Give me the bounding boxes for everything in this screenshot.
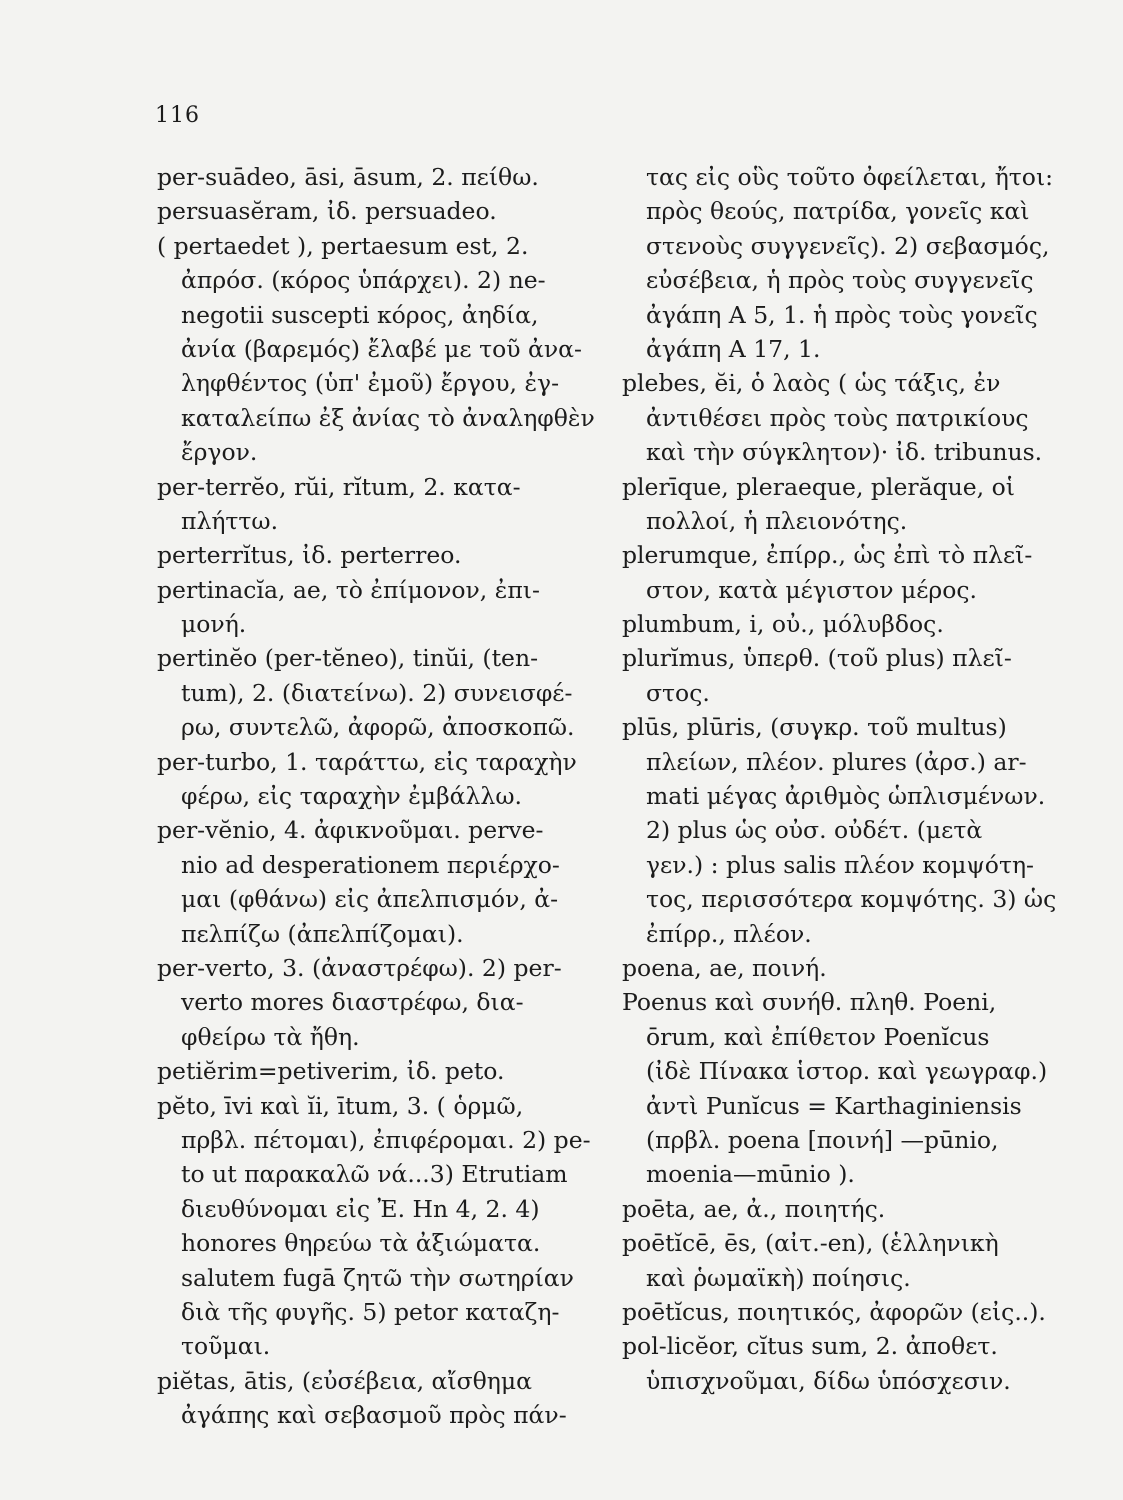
entry-line: ἔργον. — [181, 438, 258, 467]
entry-line: ρω, συντελῶ, ἀφορῶ, ἀποσκοπῶ. — [181, 713, 575, 742]
entry-line: piĕtas, ātis, (εὐσέβεια, αἴσθημα — [157, 1366, 533, 1395]
entry-line: καταλείπω ἐξ ἀνίας τὸ ἀναληφθὲν — [181, 403, 595, 432]
entry-line: μαι (φθάνω) εἰς ἀπελπισμόν, ἀ- — [181, 885, 559, 914]
entry-line: per-vĕnio, 4. ἀφικνοῦμαι. perve- — [157, 816, 544, 845]
right-column — [622, 160, 1072, 1398]
entry-line: per-suādeo, āsi, āsum, 2. πείθω. — [157, 163, 539, 191]
entry-line: persuasĕram, ἰδ. persuadeo. — [157, 197, 497, 226]
left-column — [157, 160, 595, 1432]
entry-line: tum), 2. (διατείνω). 2) συνεισφέ- — [181, 678, 573, 707]
entry-line: ἀγάπη A 17, 1. — [646, 334, 821, 363]
entry-line: ληφθέντος (ὑπ' ἐμοῦ) ἔργου, ἐγ- — [181, 369, 560, 398]
entry-line: (ἰδὲ Πίνακα ἱστορ. καὶ γεωγραφ.) — [646, 1057, 1048, 1086]
entry-line: poētĭcus, ποιητικός, ἀφορῶν (εἰς..). — [622, 1297, 1046, 1326]
entry-line: poena, ae, ποινή. — [622, 953, 827, 982]
entry-line: ἀπρόσ. (κόρος ὑπάρχει). 2) ne- — [181, 266, 546, 295]
entry-line: honores θηρεύω τὰ ἀξιώματα. — [181, 1229, 541, 1258]
entry-line: γεν.) : plus salis πλέον κομψότη- — [646, 850, 1034, 879]
entry-line: perterrĭtus, ἰδ. perterreo. — [157, 541, 462, 570]
page-number: 116 — [155, 103, 200, 128]
entry-line: καὶ ῥωμαϊκὴ) ποίησις. — [646, 1263, 911, 1292]
entry-line: πλήττω. — [181, 506, 279, 535]
entry-line: pertinĕo (per-tĕneo), tinŭi, (ten- — [157, 644, 539, 673]
entry-line: πρὸς θεούς, πατρίδα, γονεῖς καὶ — [646, 197, 1030, 226]
entry-line: plebes, ĕi, ὁ λαὸς ( ὡς τάξις, ἐν — [622, 369, 1001, 398]
entry-line: διευθύνομαι εἰς Ἐ. Hn 4, 2. 4) — [181, 1194, 540, 1223]
entry-line: negotii suscepti κόρος, ἀηδία, — [181, 300, 539, 329]
entry-line: ὑπισχνοῦμαι, δίδω ὑπόσχεσιν. — [646, 1366, 1011, 1395]
entry-line: moenia—mūnio ). — [646, 1160, 855, 1189]
entry-line: ἀγάπης καὶ σεβασμοῦ πρὸς πάν- — [181, 1401, 567, 1430]
entry-line: διὰ τῆς φυγῆς. 5) petor καταζη- — [181, 1297, 560, 1326]
entry-line: plerīque, pleraeque, plerăque, οἱ — [622, 472, 1015, 501]
entry-line: verto mores διαστρέφω, δια- — [181, 988, 524, 1017]
entry-line: salutem fugā ζητῶ τὴν σωτηρίαν — [181, 1263, 574, 1292]
entry-line: plumbum, i, οὐ., μόλυβδος. — [622, 610, 944, 639]
entry-line: τοῦμαι. — [181, 1332, 271, 1361]
entry-line: ἀντὶ Punĭcus = Karthaginiensis — [646, 1091, 1022, 1120]
entry-line: πλείων, πλέον. plures (ἀρσ.) ar- — [646, 747, 1027, 776]
entry-line: pol-licĕor, cĭtus sum, 2. ἀποθετ. — [622, 1332, 998, 1361]
entry-line: στος. — [646, 678, 710, 707]
entry-line: Poenus καὶ συνήθ. πληθ. Poeni, — [622, 988, 997, 1017]
entry-line: πελπίζω (ἀπελπίζομαι). — [181, 919, 464, 948]
entry-line: ἀντιθέσει πρὸς τοὺς πατρικίους — [646, 403, 1029, 432]
entry-line: 2) plus ὡς οὐσ. οὐδέτ. (μετὰ — [646, 816, 983, 845]
entry-line: φέρω, εἰς ταραχὴν ἐμβάλλω. — [181, 782, 522, 811]
entry-line: mati μέγας ἀριθμὸς ὡπλισμένων. — [646, 782, 1046, 811]
entry-line: τας εἰς οὓς τοῦτο ὀφείλεται, ἤτοι: — [646, 163, 1054, 191]
entry-line: (πρβλ. poena [ποινή] —pūnio, — [646, 1125, 999, 1154]
entry-line: pertinacĭa, ae, τὸ ἐπίμονον, ἐπι- — [157, 575, 540, 604]
entry-line: ἀνία (βαρεμός) ἔλαβέ με τοῦ ἀνα- — [181, 334, 582, 363]
entry-line: ōrum, καὶ ἐπίθετον Poenĭcus — [646, 1022, 990, 1051]
entry-line: plerumque, ἐπίρρ., ὡς ἐπὶ τὸ πλεῖ- — [622, 541, 1033, 570]
entry-line: φθείρω τὰ ἤθη. — [181, 1022, 360, 1051]
entry-line: ( pertaedet ), pertaesum est, 2. — [157, 231, 529, 260]
entry-line: plūs, plūris, (συγκρ. τοῦ multus) — [622, 713, 1007, 742]
entry-line: ἀγάπη A 5, 1. ἡ πρὸς τοὺς γονεῖς — [646, 300, 1038, 329]
entry-line: poēta, ae, ἀ., ποιητής. — [622, 1194, 886, 1223]
entry-line: to ut παρακαλῶ νά...3) Etrutiam — [181, 1160, 568, 1189]
entry-line: per-terrĕo, rŭi, rĭtum, 2. κατα- — [157, 472, 521, 501]
entry-line: pĕto, īvi καὶ ĭi, ītum, 3. ( ὁρμῶ, — [157, 1091, 524, 1120]
entry-line: στον, κατὰ μέγιστον μέρος. — [646, 575, 978, 604]
entry-line: per-turbo, 1. ταράττω, εἰς ταραχὴν — [157, 747, 577, 776]
entry-line: ἐπίρρ., πλέον. — [646, 919, 812, 948]
entry-line: στενοὺς συγγενεῖς). 2) σεβασμός, — [646, 231, 1050, 260]
entry-line: plurĭmus, ὑπερθ. (τοῦ plus) πλεῖ- — [622, 644, 1012, 673]
entry-line: εὐσέβεια, ἡ πρὸς τοὺς συγγενεῖς — [646, 266, 1034, 295]
entry-line: καὶ τὴν σύγκλητον)· ἰδ. tribunus. — [646, 438, 1043, 467]
entry-line: poētĭcē, ēs, (αἰτ.-en), (ἑλληνικὴ — [622, 1229, 999, 1258]
entry-line: nio ad desperationem περιέρχο- — [181, 850, 560, 879]
entry-line: πολλοί, ἡ πλειονότης. — [646, 506, 908, 535]
entry-line: τος, περισσότερα κομψότης. 3) ὡς — [646, 885, 1057, 914]
entry-line: μονή. — [181, 610, 247, 639]
entry-line: πρβλ. πέτομαι), ἐπιφέρομαι. 2) pe- — [181, 1125, 591, 1154]
entry-line: per-verto, 3. (ἀναστρέφω). 2) per- — [157, 953, 562, 982]
entry-line: petiĕrim=petiverim, ἰδ. peto. — [157, 1057, 505, 1086]
